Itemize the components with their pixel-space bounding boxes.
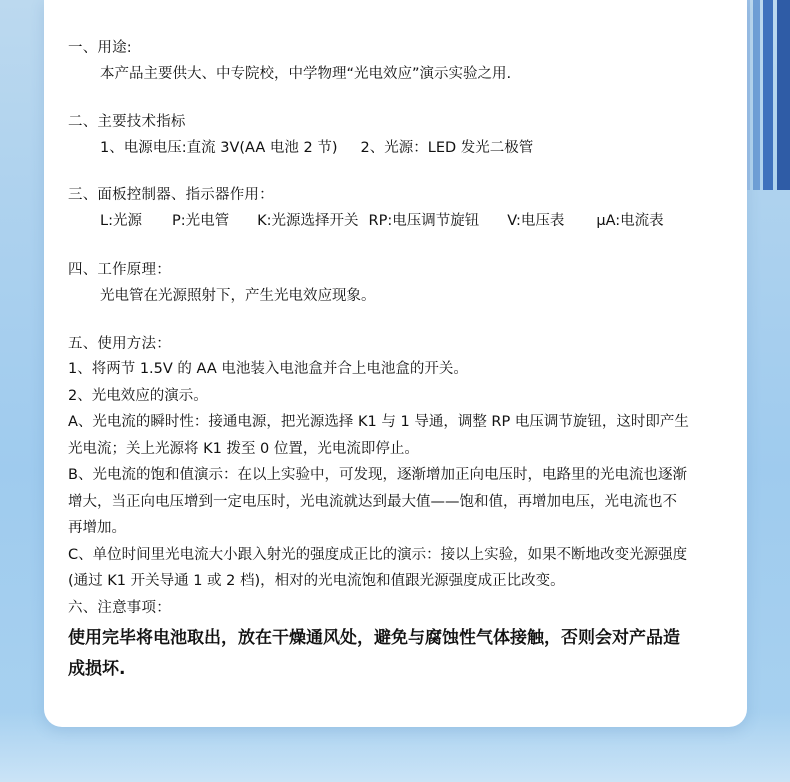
usage-line: 1、将两节 1.5V 的 AA 电池装入电池盒并合上电池盒的开关。 bbox=[68, 361, 468, 377]
section-body: 本产品主要供大、中专院校，中学物理“光电效应”演示实验之用. bbox=[100, 66, 512, 82]
section-heading: 二、主要技术指标 bbox=[68, 114, 186, 130]
section-heading: 三、面板控制器、指示器作用： bbox=[68, 187, 274, 203]
usage-line: 增大，当正向电压增到一定电压时，光电流就达到最大值——饱和值，再增加电压，光电流也不 bbox=[68, 493, 677, 510]
section-body: 1、电源电压:直流 3V(AA 电池 2 节) 2、光源：LED 发光二极管 bbox=[100, 140, 534, 156]
section-heading: 四、工作原理： bbox=[68, 262, 171, 278]
indicator-list bbox=[68, 211, 727, 231]
section-heading: 六、注意事项： bbox=[68, 599, 171, 616]
section-heading: 一、用途: bbox=[68, 40, 132, 56]
section-usage bbox=[68, 334, 727, 595]
section-specs bbox=[68, 112, 727, 158]
indicator-light-source: L:光源 bbox=[100, 213, 142, 229]
precaution-line: 成损坏. bbox=[68, 658, 126, 679]
section-precautions bbox=[68, 595, 727, 685]
indicator-voltage-knob: RP:电压调节旋钮 bbox=[368, 213, 480, 229]
section-principle bbox=[68, 260, 727, 306]
usage-line: 再增加。 bbox=[68, 520, 126, 536]
section-purpose bbox=[68, 38, 727, 84]
section-body: 光电管在光源照射下，产生光电效应现象。 bbox=[100, 288, 376, 304]
indicator-voltmeter: V:电压表 bbox=[507, 213, 565, 229]
precaution-line: 使用完毕将电池取出，放在干燥通风处，避免与腐蚀性气体接触，否则会对产品造 bbox=[68, 627, 680, 648]
section-panel-controls bbox=[68, 185, 727, 231]
stripe-bar bbox=[753, 0, 760, 190]
usage-line: 2、光电效应的演示。 bbox=[68, 387, 208, 404]
stripe-bar bbox=[763, 0, 773, 190]
indicator-ammeter: μA:电流表 bbox=[596, 213, 664, 229]
usage-line: C、单位时间里光电流大小跟入射光的强度成正比的演示：接以上实验，如果不断地改变光源强度 bbox=[68, 546, 688, 563]
usage-line: (通过 K1 开关导通 1 或 2 档)，相对的光电流饱和值跟光源强度成正比改变。 bbox=[68, 573, 565, 589]
usage-line: 光电流；关上光源将 K1 拨至 0 位置，光电流即停止。 bbox=[68, 440, 419, 457]
section-heading: 五、使用方法： bbox=[68, 336, 171, 352]
stripe-bar bbox=[777, 0, 790, 190]
usage-line: B、光电流的饱和值演示：在以上实验中，可发现，逐渐增加正向电压时，电路里的光电流也逐渐 bbox=[68, 467, 687, 483]
indicator-switch: K:光源选择开关 bbox=[257, 213, 359, 229]
instruction-card bbox=[44, 0, 747, 727]
indicator-phototube: P:光电管 bbox=[171, 213, 230, 229]
usage-line: A、光电流的瞬时性：接通电源，把光源选择 K1 与 1 导通，调整 RP 电压调节旋钮，这时即产生 bbox=[68, 414, 689, 430]
